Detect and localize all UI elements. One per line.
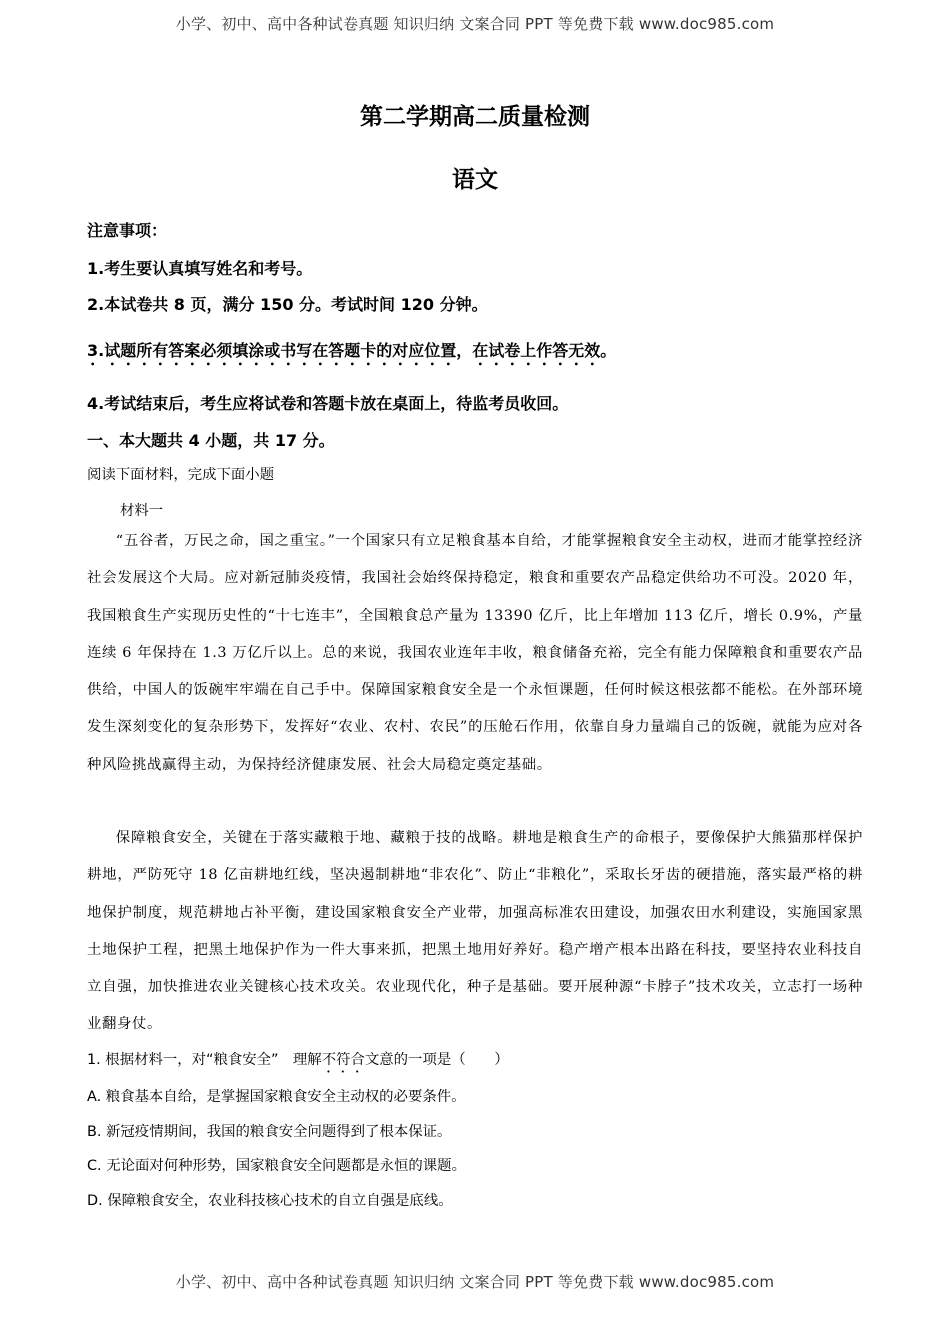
site-banner-bottom: 小学、初中、高中各种试卷真题 知识归纳 文案合同 PPT 等免费下载 www.doc985.com: [175, 1273, 775, 1291]
notice-item-4: 4.考试结束后，考生应将试卷和答题卡放在桌面上，待监考员收回。: [87, 394, 569, 413]
option-c: C. 无论面对何种形势，国家粮食安全问题都是永恒的课题。: [87, 1158, 466, 1174]
notice-item-1: 1.考生要认真填写姓名和考号。: [87, 259, 313, 278]
question-stem-emphasis: 不符合: [321, 1052, 365, 1068]
option-b: B. 新冠疫情期间，我国的粮食安全问题得到了根本保证。: [87, 1124, 452, 1140]
notice-item-2: 2.本试卷共 8 页，满分 150 分。考试时间 120 分钟。: [87, 295, 488, 314]
material-paragraph-1: “五谷者，万民之命，国之重宝。”一个国家只有立足粮食基本自给，才能掌握粮食安全主动权，进而才能掌控经济社会发展这个大局。应对新冠肺炎疫情，我国社会始终保持稳定，粮食和重要农产品稳定供给功不可没。2020 年，我国粮食生产实现历史性的“十七连丰”，全国粮食总产量为 13390 亿斤，比上年增加 113 亿斤，增长 0.9%，产量连续 6 年保持在 1.3 万亿斤以上。总的来说，我国农业连年丰收，粮食储备充裕，完全有能力保障粮食和重要农产品供给，中国人的饭碗牢牢端在自己手中。保障国家粮食安全是一个永恒课题，任何时候这根弦都不能松。在外部环境发生深刻变化的复杂形势下，发挥好“农业、农村、农民”的压舱石作用，依靠自身力量端自己的饭碗，就能为应对各种风险挑战赢得主动，为保持经济健康发展、社会大局稳定奠定基础。: [87, 533, 863, 773]
question-stem: [87, 1048, 509, 1076]
reading-instruction: 阅读下面材料，完成下面小题: [87, 467, 275, 483]
subject-title: 语文: [452, 167, 498, 193]
option-d: D. 保障粮食安全，农业科技核心技术的自立自强是底线。: [87, 1193, 453, 1209]
material-paragraph-2: 保障粮食安全，关键在于落实藏粮于地、藏粮于技的战略。耕地是粮食生产的命根子，要像保护大熊猫那样保护耕地，严防死守 18 亿亩耕地红线，坚决遏制耕地“非农化”、防止“非粮化”，采取长牙齿的硬措施，落实最严格的耕地保护制度，规范耕地占补平衡，建设国家粮食安全产业带，加强高标准农田建设，加强农田水利建设，实施国家黑土地保护工程，把黑土地保护作为一件大事来抓，把黑土地用好养好。稳产增产根本出路在科技，要坚持农业科技自立自强，加快推进农业关键核心技术攻关。农业现代化，种子是基础。要开展种源“卡脖子”技术攻关，立志打一场种业翻身仗。: [87, 830, 863, 1033]
section-heading: 一、本大题共 4 小题，共 17 分。: [87, 431, 335, 450]
material-label: 材料一: [120, 503, 164, 519]
question-stem-pre: 1. 根据材料一，对“粮食安全” 理解: [87, 1052, 322, 1068]
question-stem-post: 文意的一项是（ ）: [364, 1052, 509, 1068]
option-a: A. 粮食基本自给，是掌握国家粮食安全主动权的必要条件。: [87, 1089, 466, 1105]
notice-item-3: 3.试题所有答案必须填涂或书写在答题卡的对应位置，在试卷上作答无效。: [87, 341, 617, 360]
notice-heading: 注意事项：: [87, 221, 168, 240]
site-banner-top: 小学、初中、高中各种试卷真题 知识归纳 文案合同 PPT 等免费下载 www.doc985.com: [175, 15, 775, 33]
exam-title: 第二学期高二质量检测: [360, 104, 590, 130]
